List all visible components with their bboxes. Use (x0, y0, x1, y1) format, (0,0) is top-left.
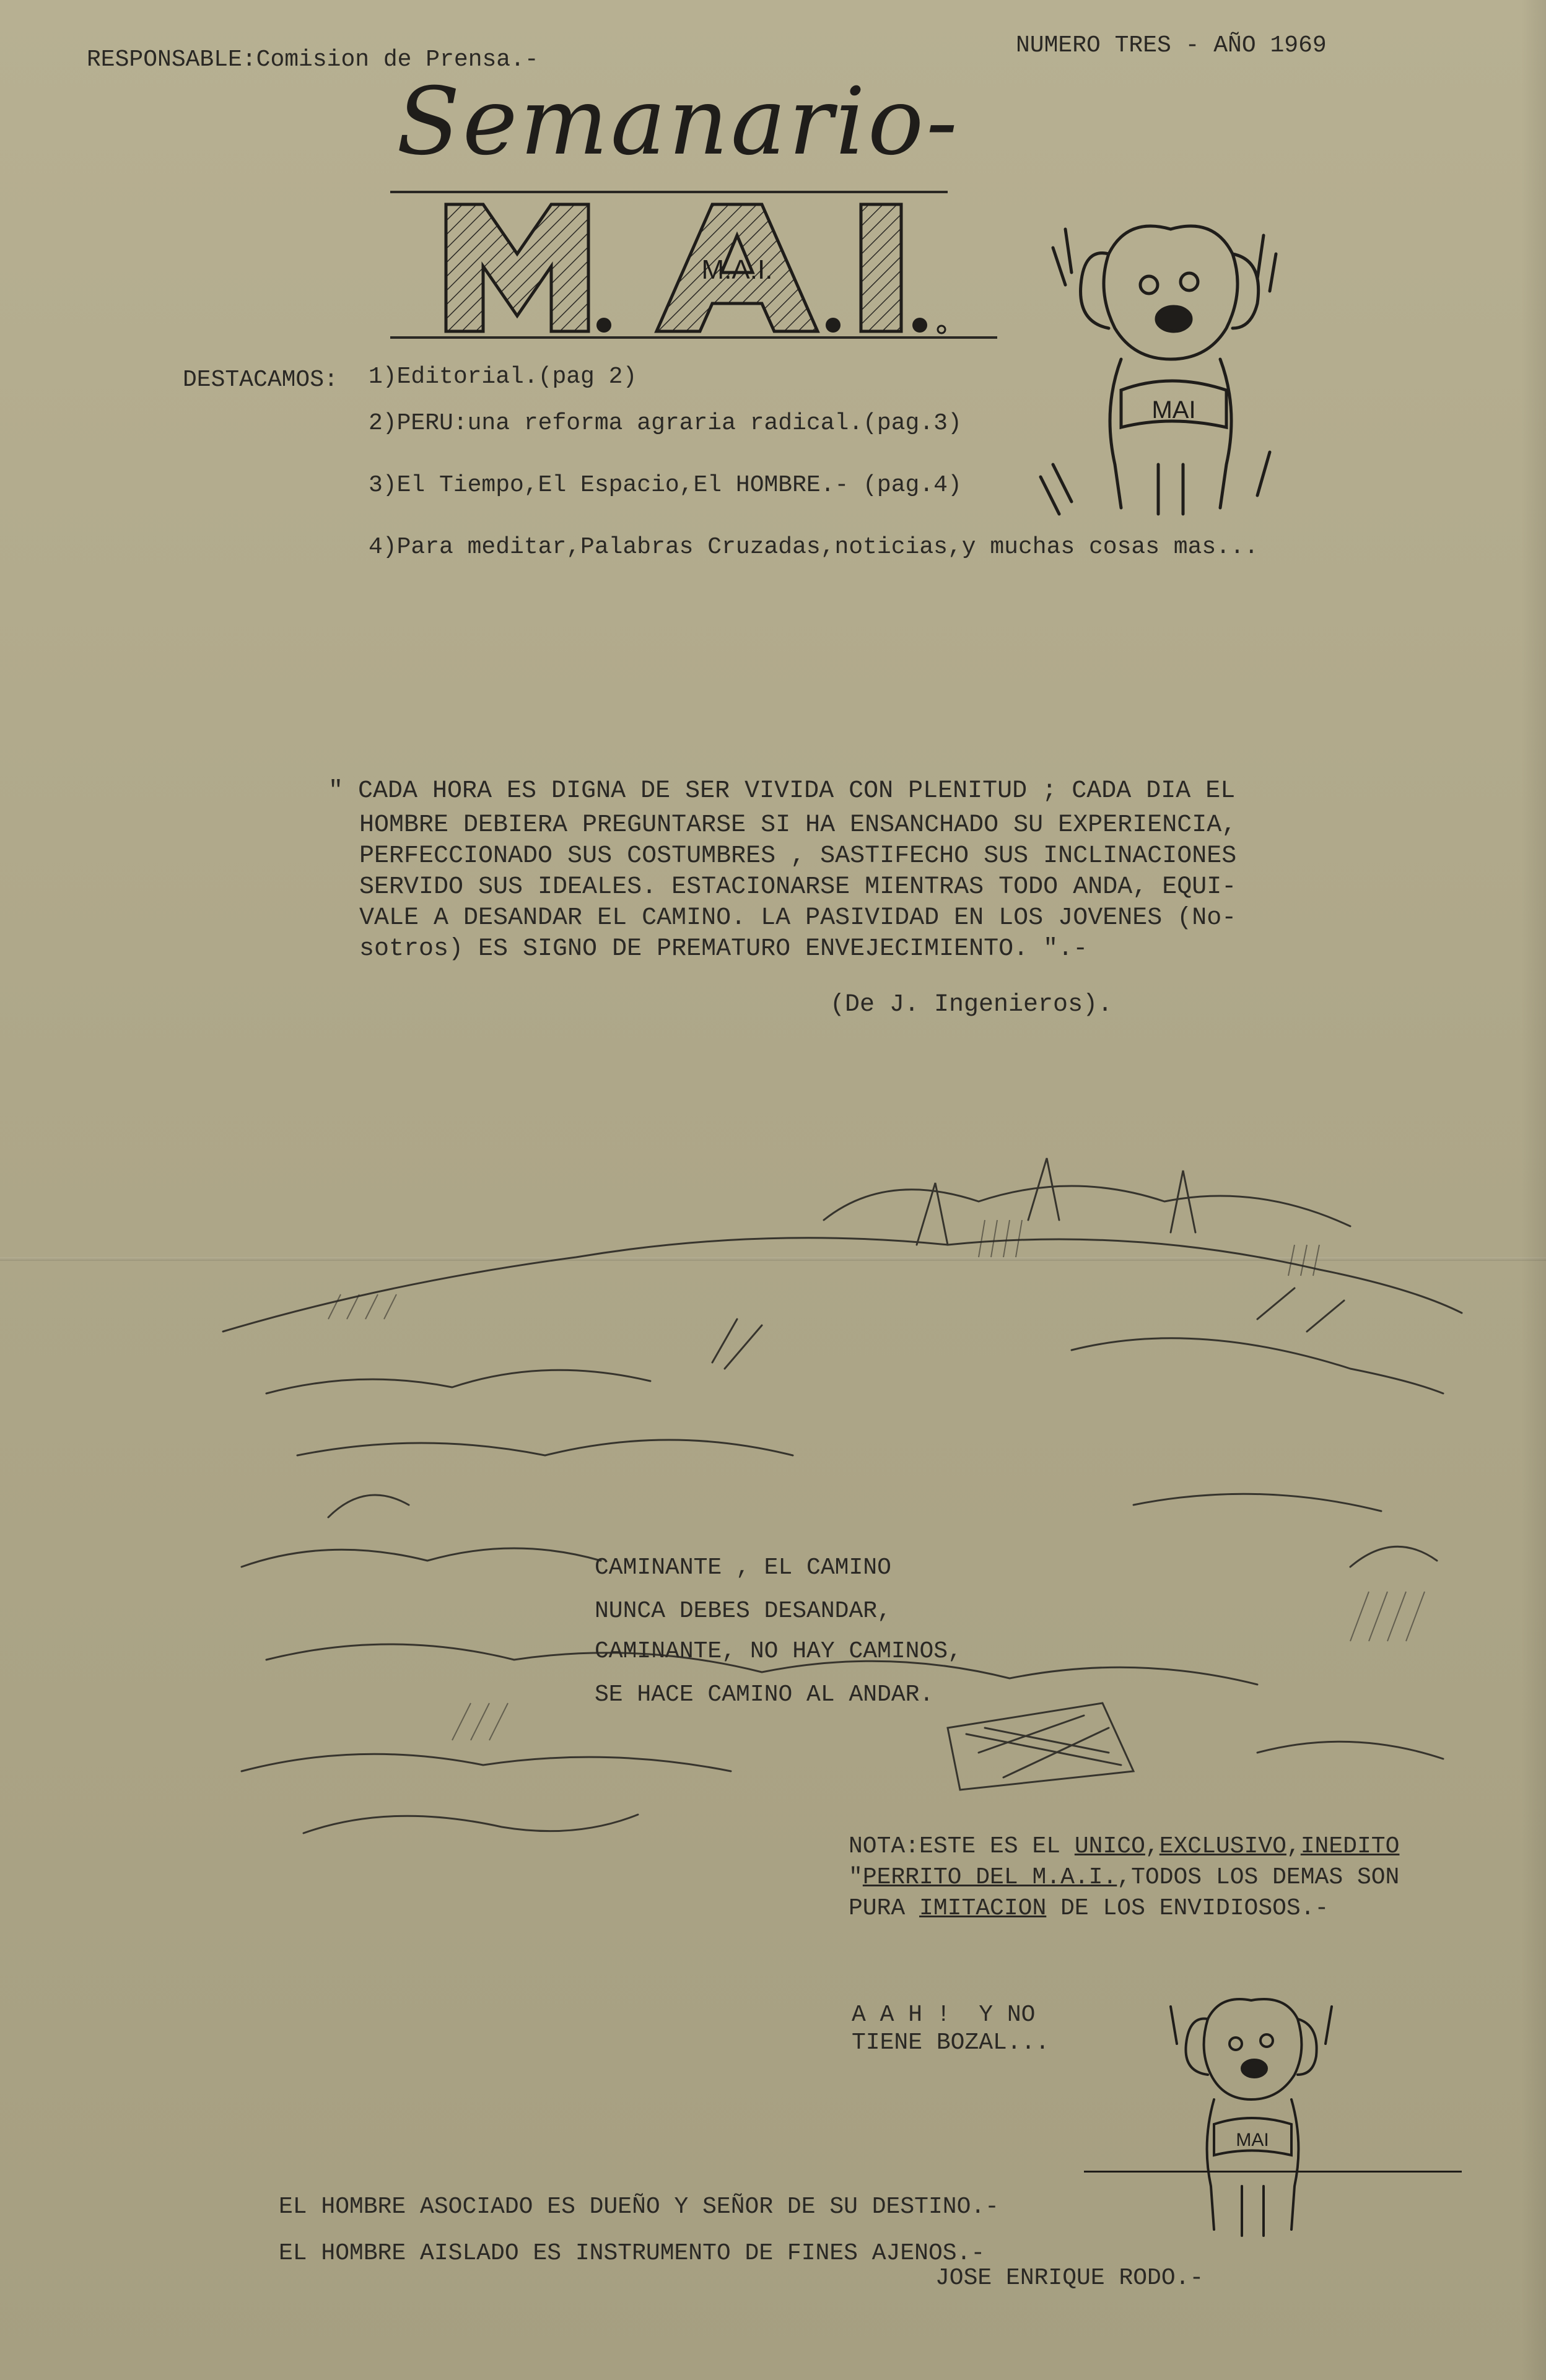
nota-text: PURA (849, 1895, 920, 1922)
aside-line: A A H ! Y NO (852, 2002, 1036, 2028)
mai-logo (390, 192, 997, 341)
nota-emphasis: UNICO (1074, 1833, 1145, 1860)
highlight-item: 1)Editorial.(pag 2) (369, 364, 637, 390)
nota-emphasis: PERRITO DEL M.A.I. (862, 1864, 1117, 1891)
quote-line: HOMBRE DEBIERA PREGUNTARSE SI HA ENSANCHADO SU EXPERIENCIA, (359, 811, 1237, 839)
responsable-line: RESPONSABLE:Comision de Prensa.- (87, 46, 539, 73)
nota-text: , (1286, 1833, 1301, 1860)
nota-text: " (849, 1864, 863, 1891)
nota-text: ,TODOS LOS DEMAS SON (1117, 1864, 1400, 1891)
highlight-item: 3)El Tiempo,El Espacio,El HOMBRE.- (pag.4) (369, 472, 962, 499)
nota-emphasis: IMITACION (919, 1895, 1047, 1922)
footer-line: EL HOMBRE ASOCIADO ES DUEÑO Y SEÑOR DE SU DESTINO.- (279, 2194, 999, 2220)
nota-line-3 (849, 1895, 1329, 1922)
quote-line: SERVIDO SUS IDEALES. ESTACIONARSE MIENTRAS TODO ANDA, EQUI- (359, 873, 1237, 901)
nota-emphasis: EXCLUSIVO (1159, 1833, 1286, 1860)
landscape-sketch (204, 1133, 1474, 1877)
nota-text: DE LOS ENVIDIOSOS.- (1046, 1895, 1329, 1922)
quote-line: sotros) ES SIGNO DE PREMATURO ENVEJECIMIENTO. ".- (359, 935, 1088, 963)
dog-mascot-small (1152, 1982, 1356, 2242)
nota-line-2 (849, 1864, 1399, 1891)
ground-line (1084, 2171, 1462, 2173)
highlights-label: DESTACAMOS: (183, 367, 338, 393)
nota-line-1 (849, 1833, 1399, 1860)
quote-line: " CADA HORA ES DIGNA DE SER VIVIDA CON PLENITUD ; CADA DIA EL (328, 777, 1236, 805)
quote-line: VALE A DESANDAR EL CAMINO. LA PASIVIDAD EN LOS JOVENES (No- (359, 904, 1237, 932)
footer-author: JOSE ENRIQUE RODO.- (935, 2265, 1204, 2291)
poem-line: CAMINANTE , EL CAMINO (595, 1554, 891, 1581)
quote-attribution: (De J. Ingenieros). (830, 991, 1113, 1019)
paper-edge-shadow (1521, 0, 1546, 2380)
masthead-script-title: Semanario- (396, 68, 960, 176)
nota-text: NOTA:ESTE ES EL (849, 1833, 1075, 1860)
highlight-item: 2)PERU:una reforma agraria radical.(pag.3) (369, 410, 962, 437)
dog-badge-small: MAI (1236, 2130, 1269, 2150)
poem-line: SE HACE CAMINO AL ANDAR. (595, 1681, 934, 1708)
aside-line: TIENE BOZAL... (852, 2029, 1050, 2056)
highlight-item: 4)Para meditar,Palabras Cruzadas,noticias,y muchas cosas mas... (369, 534, 1259, 560)
quote-line: PERFECCIONADO SUS COSTUMBRES , SASTIFECHO SUS INCLINACIONES (359, 842, 1237, 870)
nota-emphasis: INEDITO (1300, 1833, 1400, 1860)
poem-line: NUNCA DEBES DESANDAR, (595, 1598, 891, 1624)
nota-text: , (1145, 1833, 1160, 1860)
logo-text: M.A.I. (701, 255, 773, 285)
footer-line: EL HOMBRE AISLADO ES INSTRUMENTO DE FINES AJENOS.- (279, 2240, 985, 2267)
dog-mascot-drawing (1028, 204, 1301, 526)
poem-line: CAMINANTE, NO HAY CAMINOS, (595, 1638, 962, 1665)
dog-badge: MAI (1151, 396, 1196, 424)
issue-number: NUMERO TRES - AÑO 1969 (1016, 32, 1327, 59)
